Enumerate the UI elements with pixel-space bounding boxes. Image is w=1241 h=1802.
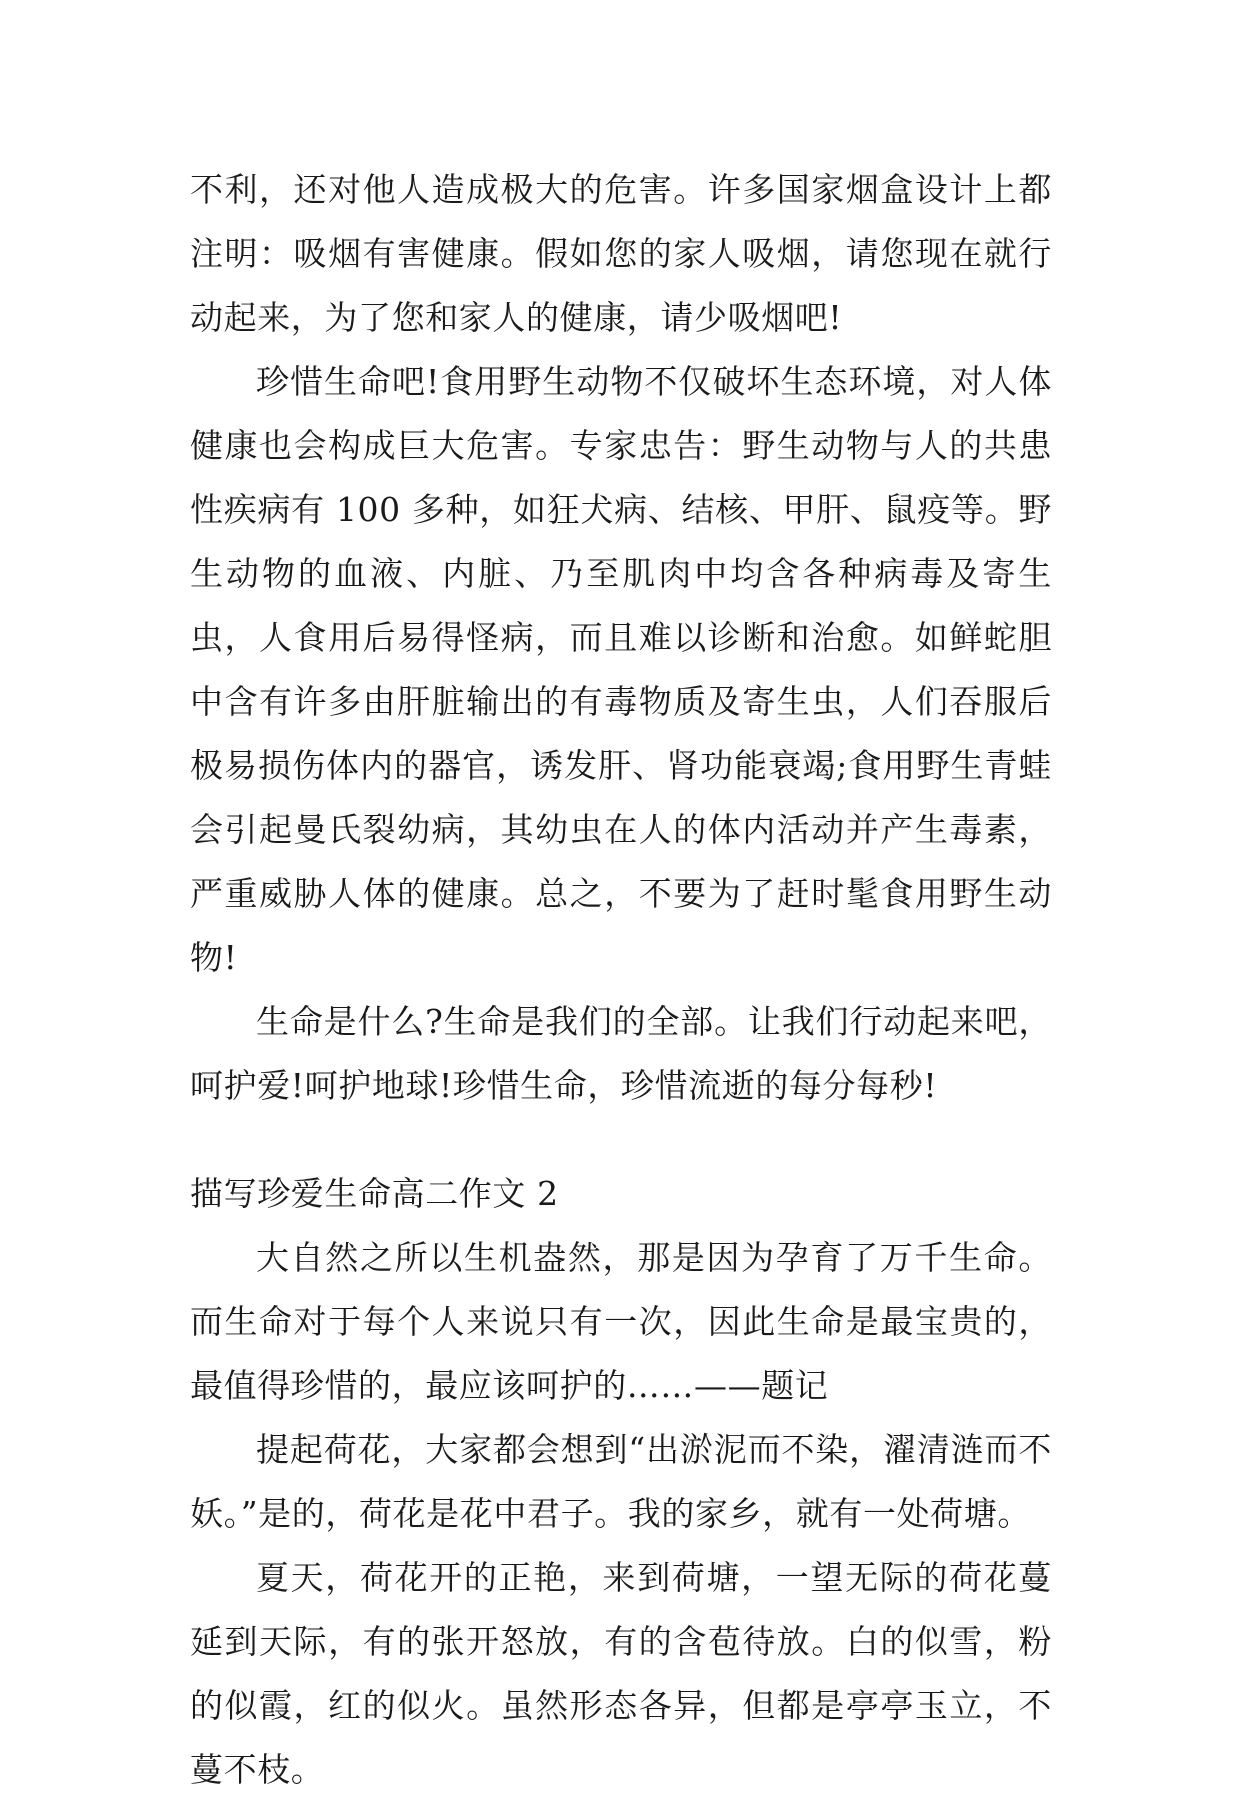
paragraph-epigraph: 大自然之所以生机盎然，那是因为孕育了万千生命。而生命对于每个人来说只有一次，因此生命是最宝贵的，最值得珍惜的，最应该呵护的……——题记 — [190, 1238, 1052, 1405]
paragraph-lotus-intro: 提起荷花，大家都会想到“出淤泥而不染，濯清涟而不妖。”是的，荷花是花中君子。我的家乡，就有一处荷塘。 — [190, 1430, 1052, 1533]
paragraph-what-is-life: 生命是什么?生命是我们的全部。让我们行动起来吧，呵护爱!呵护地球!珍惜生命，珍惜流逝的每分每秒! — [190, 1002, 1052, 1105]
paragraph-smoking-continued: 不利，还对他人造成极大的危害。许多国家烟盒设计上都注明：吸烟有害健康。假如您的家人吸烟，请您现在就行动起来，为了您和家人的健康，请少吸烟吧! — [190, 170, 1052, 337]
paragraph-summer-lotus: 夏天，荷花开的正艳，来到荷塘，一望无际的荷花蔓延到天际，有的张开怒放，有的含苞待放。白的似雪，粉的似霞，红的似火。虽然形态各异，但都是亭亭玉立，不蔓不枝。 — [190, 1558, 1052, 1789]
paragraph-wild-animals: 珍惜生命吧!食用野生动物不仅破坏生态环境，对人体健康也会构成巨大危害。专家忠告：野生动物与人的共患性疾病有 100 多种，如狂犬病、结核、甲肝、鼠疫等。野生动物的血液、内脏、乃至肌肉中均含各种病毒及寄生虫，人食用后易得怪病，而且难以诊断和治愈。如鲜蛇胆中含有许多由肝脏输出的有毒物质及寄生虫，人们吞服后极易损伤体内的器官，诱发肝、肾功能衰竭;食用野生青蛙会引起曼氏裂幼病，其幼虫在人的体内活动并产生毒素，严重威胁人体的健康。总之，不要为了赶时髦食用野生动物! — [190, 362, 1052, 977]
section-title: 描写珍爱生命高二作文 2 — [190, 1174, 559, 1213]
document-body — [190, 158, 1052, 1802]
